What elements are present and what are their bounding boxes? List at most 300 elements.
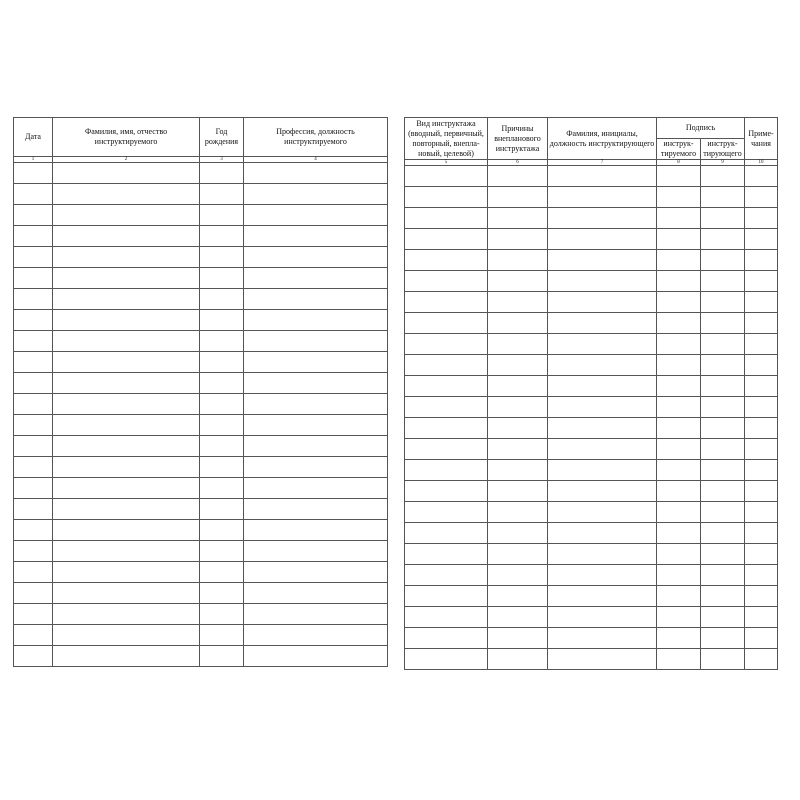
column-number: 7 <box>548 160 657 166</box>
table-cell[interactable] <box>745 586 778 607</box>
table-cell[interactable] <box>548 649 657 670</box>
table-cell[interactable] <box>701 502 745 523</box>
table-cell[interactable] <box>244 562 388 583</box>
table-cell[interactable] <box>53 646 200 667</box>
table-cell[interactable] <box>701 187 745 208</box>
table-cell[interactable] <box>548 271 657 292</box>
table-cell[interactable] <box>548 229 657 250</box>
table-cell[interactable] <box>244 310 388 331</box>
table-cell[interactable] <box>701 565 745 586</box>
table-cell[interactable] <box>548 565 657 586</box>
table-cell[interactable] <box>745 544 778 565</box>
table-cell[interactable] <box>200 268 244 289</box>
table-cell[interactable] <box>53 583 200 604</box>
table-cell[interactable] <box>405 376 488 397</box>
table-cell[interactable] <box>53 562 200 583</box>
table-cell[interactable] <box>701 481 745 502</box>
table-row <box>14 394 388 415</box>
table-cell[interactable] <box>200 583 244 604</box>
table-cell[interactable] <box>53 184 200 205</box>
table-cell[interactable] <box>701 250 745 271</box>
table-cell[interactable] <box>548 628 657 649</box>
table-cell[interactable] <box>405 313 488 334</box>
table-row <box>14 268 388 289</box>
table-cell[interactable] <box>405 334 488 355</box>
table-cell[interactable] <box>488 313 548 334</box>
table-cell[interactable] <box>488 418 548 439</box>
table-cell[interactable] <box>548 523 657 544</box>
table-cell[interactable] <box>488 565 548 586</box>
table-cell[interactable] <box>701 460 745 481</box>
table-cell[interactable] <box>745 460 778 481</box>
table-cell[interactable] <box>244 625 388 646</box>
table-cell[interactable] <box>53 415 200 436</box>
table-cell[interactable] <box>244 247 388 268</box>
table-cell[interactable] <box>14 226 53 247</box>
table-row <box>14 478 388 499</box>
table-cell[interactable] <box>405 502 488 523</box>
table-cell[interactable] <box>488 460 548 481</box>
table-cell[interactable] <box>53 604 200 625</box>
table-cell[interactable] <box>200 163 244 184</box>
table-cell[interactable] <box>657 460 701 481</box>
table-cell[interactable] <box>701 376 745 397</box>
table-cell[interactable] <box>745 229 778 250</box>
table-cell[interactable] <box>745 208 778 229</box>
table-cell[interactable] <box>488 208 548 229</box>
table-cell[interactable] <box>657 208 701 229</box>
table-cell[interactable] <box>488 481 548 502</box>
table-cell[interactable] <box>53 478 200 499</box>
table-cell[interactable] <box>701 586 745 607</box>
table-cell[interactable] <box>548 208 657 229</box>
table-cell[interactable] <box>53 310 200 331</box>
table-cell[interactable] <box>548 502 657 523</box>
table-cell[interactable] <box>244 583 388 604</box>
table-cell[interactable] <box>488 397 548 418</box>
table-cell[interactable] <box>53 541 200 562</box>
table-cell[interactable] <box>657 271 701 292</box>
table-cell[interactable] <box>244 478 388 499</box>
header-birth-year: Год рождения <box>200 118 244 157</box>
table-cell[interactable] <box>244 268 388 289</box>
table-cell[interactable] <box>701 292 745 313</box>
table-row <box>14 583 388 604</box>
right-journal-body <box>405 166 778 670</box>
table-cell[interactable] <box>657 229 701 250</box>
table-row <box>405 460 778 481</box>
table-cell[interactable] <box>488 523 548 544</box>
table-cell[interactable] <box>657 523 701 544</box>
table-cell[interactable] <box>745 166 778 187</box>
table-cell[interactable] <box>701 523 745 544</box>
table-cell[interactable] <box>548 250 657 271</box>
table-cell[interactable] <box>244 184 388 205</box>
table-cell[interactable] <box>701 607 745 628</box>
table-cell[interactable] <box>405 229 488 250</box>
table-row <box>405 586 778 607</box>
column-number: 3 <box>200 157 244 163</box>
table-cell[interactable] <box>657 502 701 523</box>
table-row <box>405 250 778 271</box>
table-row <box>405 229 778 250</box>
table-cell[interactable] <box>200 457 244 478</box>
table-cell[interactable] <box>657 439 701 460</box>
table-cell[interactable] <box>53 331 200 352</box>
table-cell[interactable] <box>488 439 548 460</box>
table-cell[interactable] <box>701 649 745 670</box>
table-cell[interactable] <box>745 292 778 313</box>
table-cell[interactable] <box>244 520 388 541</box>
table-cell[interactable] <box>488 376 548 397</box>
table-cell[interactable] <box>405 628 488 649</box>
column-number: 2 <box>53 157 200 163</box>
table-row <box>405 334 778 355</box>
table-cell[interactable] <box>405 271 488 292</box>
table-cell[interactable] <box>14 541 53 562</box>
table-cell[interactable] <box>405 355 488 376</box>
table-cell[interactable] <box>200 352 244 373</box>
table-cell[interactable] <box>53 268 200 289</box>
table-row <box>14 184 388 205</box>
table-cell[interactable] <box>14 604 53 625</box>
table-row <box>14 163 388 184</box>
table-row <box>405 565 778 586</box>
table-row <box>14 289 388 310</box>
right-journal-table <box>404 117 778 670</box>
table-cell[interactable] <box>657 187 701 208</box>
table-cell[interactable] <box>14 457 53 478</box>
table-cell[interactable] <box>657 565 701 586</box>
table-cell[interactable] <box>53 499 200 520</box>
table-cell[interactable] <box>405 250 488 271</box>
table-cell[interactable] <box>745 439 778 460</box>
table-row <box>14 520 388 541</box>
table-cell[interactable] <box>200 562 244 583</box>
table-cell[interactable] <box>548 166 657 187</box>
table-cell[interactable] <box>14 520 53 541</box>
table-row <box>14 226 388 247</box>
table-cell[interactable] <box>657 355 701 376</box>
table-cell[interactable] <box>200 520 244 541</box>
table-cell[interactable] <box>14 247 53 268</box>
table-cell[interactable] <box>405 544 488 565</box>
table-cell[interactable] <box>745 397 778 418</box>
table-row <box>405 607 778 628</box>
table-cell[interactable] <box>53 163 200 184</box>
table-row <box>14 310 388 331</box>
table-cell[interactable] <box>405 460 488 481</box>
table-cell[interactable] <box>244 415 388 436</box>
table-cell[interactable] <box>244 352 388 373</box>
table-cell[interactable] <box>488 271 548 292</box>
table-cell[interactable] <box>405 565 488 586</box>
table-cell[interactable] <box>14 184 53 205</box>
left-journal-table <box>13 117 388 667</box>
table-row <box>14 205 388 226</box>
header-signature-trainee: инструк-тируемого <box>657 139 701 160</box>
table-row <box>14 541 388 562</box>
table-cell[interactable] <box>244 436 388 457</box>
table-cell[interactable] <box>657 397 701 418</box>
table-cell[interactable] <box>657 166 701 187</box>
header-instruction-type: Вид инструктажа (вводный, первичный, повторный, внепла-новый, целевой) <box>405 118 488 160</box>
table-cell[interactable] <box>548 544 657 565</box>
table-cell[interactable] <box>701 544 745 565</box>
table-cell[interactable] <box>405 397 488 418</box>
table-cell[interactable] <box>405 187 488 208</box>
table-cell[interactable] <box>548 187 657 208</box>
table-cell[interactable] <box>745 502 778 523</box>
table-cell[interactable] <box>548 481 657 502</box>
table-cell[interactable] <box>244 457 388 478</box>
table-cell[interactable] <box>488 292 548 313</box>
table-row <box>14 646 388 667</box>
table-cell[interactable] <box>200 247 244 268</box>
table-cell[interactable] <box>488 187 548 208</box>
table-cell[interactable] <box>200 331 244 352</box>
table-cell[interactable] <box>200 205 244 226</box>
table-cell[interactable] <box>701 271 745 292</box>
table-cell[interactable] <box>14 394 53 415</box>
table-cell[interactable] <box>488 628 548 649</box>
header-unplanned-reasons: Причины внепланового инструктажа <box>488 118 548 160</box>
table-cell[interactable] <box>405 607 488 628</box>
table-row <box>405 292 778 313</box>
table-cell[interactable] <box>657 586 701 607</box>
table-cell[interactable] <box>53 247 200 268</box>
table-cell[interactable] <box>657 481 701 502</box>
table-cell[interactable] <box>657 376 701 397</box>
table-cell[interactable] <box>745 418 778 439</box>
table-row <box>14 436 388 457</box>
table-cell[interactable] <box>14 625 53 646</box>
table-cell[interactable] <box>657 649 701 670</box>
table-cell[interactable] <box>53 436 200 457</box>
column-number: 8 <box>657 160 701 166</box>
table-row <box>405 439 778 460</box>
table-cell[interactable] <box>657 607 701 628</box>
table-cell[interactable] <box>14 478 53 499</box>
table-cell[interactable] <box>53 205 200 226</box>
table-cell[interactable] <box>488 166 548 187</box>
table-cell[interactable] <box>657 292 701 313</box>
table-cell[interactable] <box>53 457 200 478</box>
table-cell[interactable] <box>701 355 745 376</box>
table-row <box>405 208 778 229</box>
table-cell[interactable] <box>745 628 778 649</box>
table-row <box>14 415 388 436</box>
table-cell[interactable] <box>745 649 778 670</box>
table-cell[interactable] <box>200 394 244 415</box>
table-cell[interactable] <box>200 604 244 625</box>
table-cell[interactable] <box>488 544 548 565</box>
table-cell[interactable] <box>745 523 778 544</box>
table-cell[interactable] <box>200 478 244 499</box>
table-cell[interactable] <box>14 331 53 352</box>
table-cell[interactable] <box>405 208 488 229</box>
table-cell[interactable] <box>53 226 200 247</box>
table-cell[interactable] <box>53 352 200 373</box>
table-cell[interactable] <box>244 646 388 667</box>
table-cell[interactable] <box>488 355 548 376</box>
table-cell[interactable] <box>14 163 53 184</box>
table-cell[interactable] <box>701 397 745 418</box>
table-cell[interactable] <box>488 229 548 250</box>
table-cell[interactable] <box>405 439 488 460</box>
table-cell[interactable] <box>488 334 548 355</box>
table-cell[interactable] <box>701 208 745 229</box>
table-row <box>14 373 388 394</box>
table-cell[interactable] <box>548 376 657 397</box>
table-cell[interactable] <box>14 415 53 436</box>
table-cell[interactable] <box>405 523 488 544</box>
table-cell[interactable] <box>701 418 745 439</box>
table-cell[interactable] <box>53 373 200 394</box>
table-cell[interactable] <box>200 436 244 457</box>
table-cell[interactable] <box>745 355 778 376</box>
table-row <box>14 457 388 478</box>
table-cell[interactable] <box>657 418 701 439</box>
table-cell[interactable] <box>244 205 388 226</box>
table-cell[interactable] <box>548 439 657 460</box>
table-row <box>405 418 778 439</box>
table-cell[interactable] <box>701 166 745 187</box>
table-cell[interactable] <box>200 310 244 331</box>
table-cell[interactable] <box>244 499 388 520</box>
header-signature: Подпись <box>657 118 745 139</box>
table-cell[interactable] <box>14 289 53 310</box>
column-number: 4 <box>244 157 388 163</box>
table-cell[interactable] <box>14 310 53 331</box>
table-cell[interactable] <box>488 649 548 670</box>
column-number: 5 <box>405 160 488 166</box>
header-instructor-name: Фамилия, инициалы, должность инструктирующего <box>548 118 657 160</box>
table-cell[interactable] <box>200 415 244 436</box>
table-row <box>405 523 778 544</box>
table-cell[interactable] <box>488 502 548 523</box>
table-cell[interactable] <box>14 373 53 394</box>
table-cell[interactable] <box>53 289 200 310</box>
table-cell[interactable] <box>745 376 778 397</box>
table-cell[interactable] <box>657 313 701 334</box>
table-cell[interactable] <box>701 439 745 460</box>
table-row <box>405 313 778 334</box>
table-cell[interactable] <box>14 646 53 667</box>
table-row <box>405 166 778 187</box>
table-cell[interactable] <box>548 418 657 439</box>
table-row <box>14 625 388 646</box>
table-cell[interactable] <box>745 334 778 355</box>
table-row <box>14 604 388 625</box>
table-cell[interactable] <box>244 331 388 352</box>
table-cell[interactable] <box>405 166 488 187</box>
table-cell[interactable] <box>200 499 244 520</box>
table-cell[interactable] <box>548 586 657 607</box>
table-cell[interactable] <box>14 268 53 289</box>
table-cell[interactable] <box>488 586 548 607</box>
header-date: Дата <box>14 118 53 157</box>
table-cell[interactable] <box>244 394 388 415</box>
table-cell[interactable] <box>548 292 657 313</box>
table-cell[interactable] <box>657 250 701 271</box>
table-cell[interactable] <box>548 607 657 628</box>
table-cell[interactable] <box>244 604 388 625</box>
table-cell[interactable] <box>488 607 548 628</box>
table-cell[interactable] <box>745 271 778 292</box>
table-cell[interactable] <box>701 628 745 649</box>
table-row <box>14 499 388 520</box>
table-cell[interactable] <box>200 289 244 310</box>
table-cell[interactable] <box>244 289 388 310</box>
table-cell[interactable] <box>745 313 778 334</box>
table-cell[interactable] <box>405 418 488 439</box>
header-trainee-name: Фамилия, имя, отчество инструктируемого <box>53 118 200 157</box>
table-cell[interactable] <box>701 334 745 355</box>
table-cell[interactable] <box>745 187 778 208</box>
table-cell[interactable] <box>14 499 53 520</box>
table-cell[interactable] <box>244 541 388 562</box>
table-cell[interactable] <box>14 562 53 583</box>
table-row <box>405 271 778 292</box>
table-cell[interactable] <box>745 481 778 502</box>
header-notes: Приме-чания <box>745 118 778 160</box>
table-cell[interactable] <box>14 352 53 373</box>
table-cell[interactable] <box>53 520 200 541</box>
table-cell[interactable] <box>244 163 388 184</box>
header-profession: Профессия, должность инструктируемого <box>244 118 388 157</box>
table-cell[interactable] <box>548 397 657 418</box>
table-cell[interactable] <box>244 226 388 247</box>
table-cell[interactable] <box>548 334 657 355</box>
table-row <box>14 331 388 352</box>
table-cell[interactable] <box>745 607 778 628</box>
table-cell[interactable] <box>488 250 548 271</box>
table-cell[interactable] <box>200 226 244 247</box>
table-cell[interactable] <box>657 544 701 565</box>
table-cell[interactable] <box>53 625 200 646</box>
table-cell[interactable] <box>53 394 200 415</box>
column-number: 6 <box>488 160 548 166</box>
table-cell[interactable] <box>200 625 244 646</box>
table-cell[interactable] <box>244 373 388 394</box>
column-number: 9 <box>701 160 745 166</box>
table-cell[interactable] <box>200 373 244 394</box>
table-cell[interactable] <box>701 313 745 334</box>
table-cell[interactable] <box>745 250 778 271</box>
table-row <box>14 247 388 268</box>
table-cell[interactable] <box>14 436 53 457</box>
table-cell[interactable] <box>200 541 244 562</box>
table-cell[interactable] <box>200 184 244 205</box>
table-cell[interactable] <box>14 205 53 226</box>
table-cell[interactable] <box>745 565 778 586</box>
table-cell[interactable] <box>548 355 657 376</box>
table-cell[interactable] <box>701 229 745 250</box>
table-cell[interactable] <box>657 628 701 649</box>
table-row <box>405 481 778 502</box>
table-cell[interactable] <box>405 649 488 670</box>
table-cell[interactable] <box>405 292 488 313</box>
table-cell[interactable] <box>14 583 53 604</box>
column-number: 1 <box>14 157 53 163</box>
table-cell[interactable] <box>405 481 488 502</box>
table-cell[interactable] <box>657 334 701 355</box>
table-cell[interactable] <box>405 586 488 607</box>
table-cell[interactable] <box>548 460 657 481</box>
table-cell[interactable] <box>548 313 657 334</box>
table-cell[interactable] <box>200 646 244 667</box>
